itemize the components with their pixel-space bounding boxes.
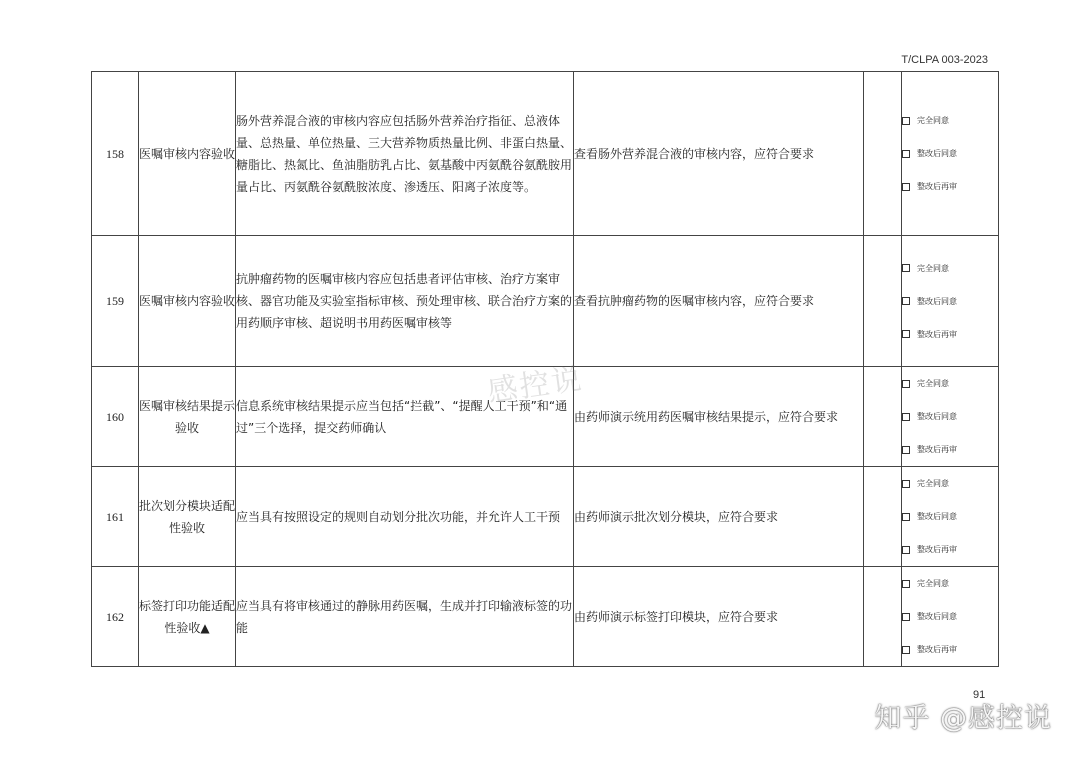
table-row bbox=[92, 72, 999, 236]
item-check-method: 查看抗肿瘤药物的医嘱审核内容，应符合要求 bbox=[574, 236, 864, 367]
brand-watermark: 知乎 @感控说 bbox=[874, 703, 1052, 734]
item-number: 161 bbox=[92, 467, 139, 567]
checkbox-icon[interactable] bbox=[902, 183, 910, 191]
item-name: 批次划分模块适配性验收 bbox=[139, 467, 236, 567]
item-requirement: 抗肿瘤药物的医嘱审核内容应包括患者评估审核、治疗方案审核、器官功能及实验室指标审核、预处理审核、联合治疗方案的用药顺序审核、超说明书用药医嘱审核等 bbox=[236, 236, 574, 367]
option-label: 完全同意 bbox=[917, 116, 949, 125]
approval-option[interactable] bbox=[902, 600, 998, 633]
item-number: 158 bbox=[92, 72, 139, 236]
approval-option[interactable] bbox=[902, 252, 998, 285]
option-label: 整改后同意 bbox=[917, 612, 957, 621]
checkbox-icon[interactable] bbox=[902, 117, 910, 125]
item-remark bbox=[864, 467, 902, 567]
approval-option[interactable] bbox=[902, 318, 998, 351]
item-requirement: 应当具有将审核通过的静脉用药医嘱，生成并打印输液标签的功能 bbox=[236, 567, 574, 667]
table-row bbox=[92, 567, 999, 667]
item-remark bbox=[864, 236, 902, 367]
approval-option[interactable] bbox=[902, 533, 998, 566]
table-row bbox=[92, 236, 999, 367]
checkbox-icon[interactable] bbox=[902, 264, 910, 272]
option-label: 完全同意 bbox=[917, 579, 949, 588]
option-label: 整改后再审 bbox=[917, 445, 957, 454]
item-number: 159 bbox=[92, 236, 139, 367]
approval-option[interactable] bbox=[902, 104, 998, 137]
checkbox-icon[interactable] bbox=[902, 580, 910, 588]
approval-option[interactable] bbox=[902, 467, 998, 500]
item-requirement: 应当具有按照设定的规则自动划分批次功能，并允许人工干预 bbox=[236, 467, 574, 567]
option-label: 整改后同意 bbox=[917, 512, 957, 521]
option-label: 整改后同意 bbox=[917, 149, 957, 158]
approval-option[interactable] bbox=[902, 433, 998, 466]
checkbox-icon[interactable] bbox=[902, 297, 910, 305]
approval-option[interactable] bbox=[902, 567, 998, 600]
item-name: 标签打印功能适配性验收▲ bbox=[139, 567, 236, 667]
checkbox-icon[interactable] bbox=[902, 150, 910, 158]
option-label: 整改后再审 bbox=[917, 329, 957, 339]
item-remark bbox=[864, 567, 902, 667]
item-name: 医嘱审核内容验收 bbox=[139, 72, 236, 236]
item-number: 162 bbox=[92, 567, 139, 667]
approval-option[interactable] bbox=[902, 285, 998, 318]
option-label: 完全同意 bbox=[917, 479, 949, 488]
item-name: 医嘱审核结果提示验收 bbox=[139, 367, 236, 467]
approval-options bbox=[902, 567, 999, 667]
approval-option[interactable] bbox=[902, 500, 998, 533]
approval-options bbox=[902, 72, 999, 236]
item-check-method: 由药师演示统用药医嘱审核结果提示，应符合要求 bbox=[574, 367, 864, 467]
option-label: 整改后同意 bbox=[917, 296, 957, 306]
table-row bbox=[92, 467, 999, 567]
option-label: 完全同意 bbox=[917, 379, 949, 388]
item-number: 160 bbox=[92, 367, 139, 467]
approval-options bbox=[902, 236, 999, 367]
option-label: 整改后再审 bbox=[917, 545, 957, 554]
option-label: 整改后再审 bbox=[917, 182, 957, 191]
item-check-method: 由药师演示批次划分模块，应符合要求 bbox=[574, 467, 864, 567]
item-requirement: 信息系统审核结果提示应当包括“拦截”、“提醒人工干预”和“通过”三个选择，提交药师确认 bbox=[236, 367, 574, 467]
approval-option[interactable] bbox=[902, 137, 998, 170]
option-label: 整改后再审 bbox=[917, 645, 957, 654]
option-label: 完全同意 bbox=[917, 263, 949, 273]
checkbox-icon[interactable] bbox=[902, 413, 910, 421]
item-name: 医嘱审核内容验收 bbox=[139, 236, 236, 367]
approval-options bbox=[902, 367, 999, 467]
checkbox-icon[interactable] bbox=[902, 480, 910, 488]
item-requirement: 肠外营养混合液的审核内容应包括肠外营养治疗指征、总液体量、总热量、单位热量、三大营养物质热量比例、非蛋白热量、糖脂比、热氮比、鱼油脂肪乳占比、氨基酸中丙氨酰谷氨酰胺用量占比、丙氨酰谷氨酰胺浓度、渗透压、阳离子浓度等。 bbox=[236, 72, 574, 236]
option-label: 整改后同意 bbox=[917, 412, 957, 421]
checkbox-icon[interactable] bbox=[902, 646, 910, 654]
checkbox-icon[interactable] bbox=[902, 513, 910, 521]
checkbox-icon[interactable] bbox=[902, 546, 910, 554]
page-number: 91 bbox=[973, 689, 986, 701]
item-remark bbox=[864, 72, 902, 236]
center-watermark: 感控说 bbox=[485, 361, 586, 410]
checkbox-icon[interactable] bbox=[902, 380, 910, 388]
approval-option[interactable] bbox=[902, 170, 998, 203]
checkbox-icon[interactable] bbox=[902, 330, 910, 338]
approval-options bbox=[902, 467, 999, 567]
checkbox-icon[interactable] bbox=[902, 446, 910, 454]
approval-option[interactable] bbox=[902, 367, 998, 400]
document-code: T/CLPA 003-2023 bbox=[901, 54, 988, 66]
checkbox-icon[interactable] bbox=[902, 613, 910, 621]
item-check-method: 查看肠外营养混合液的审核内容，应符合要求 bbox=[574, 72, 864, 236]
item-remark bbox=[864, 367, 902, 467]
item-check-method: 由药师演示标签打印模块，应符合要求 bbox=[574, 567, 864, 667]
approval-option[interactable] bbox=[902, 400, 998, 433]
approval-option[interactable] bbox=[902, 633, 998, 666]
